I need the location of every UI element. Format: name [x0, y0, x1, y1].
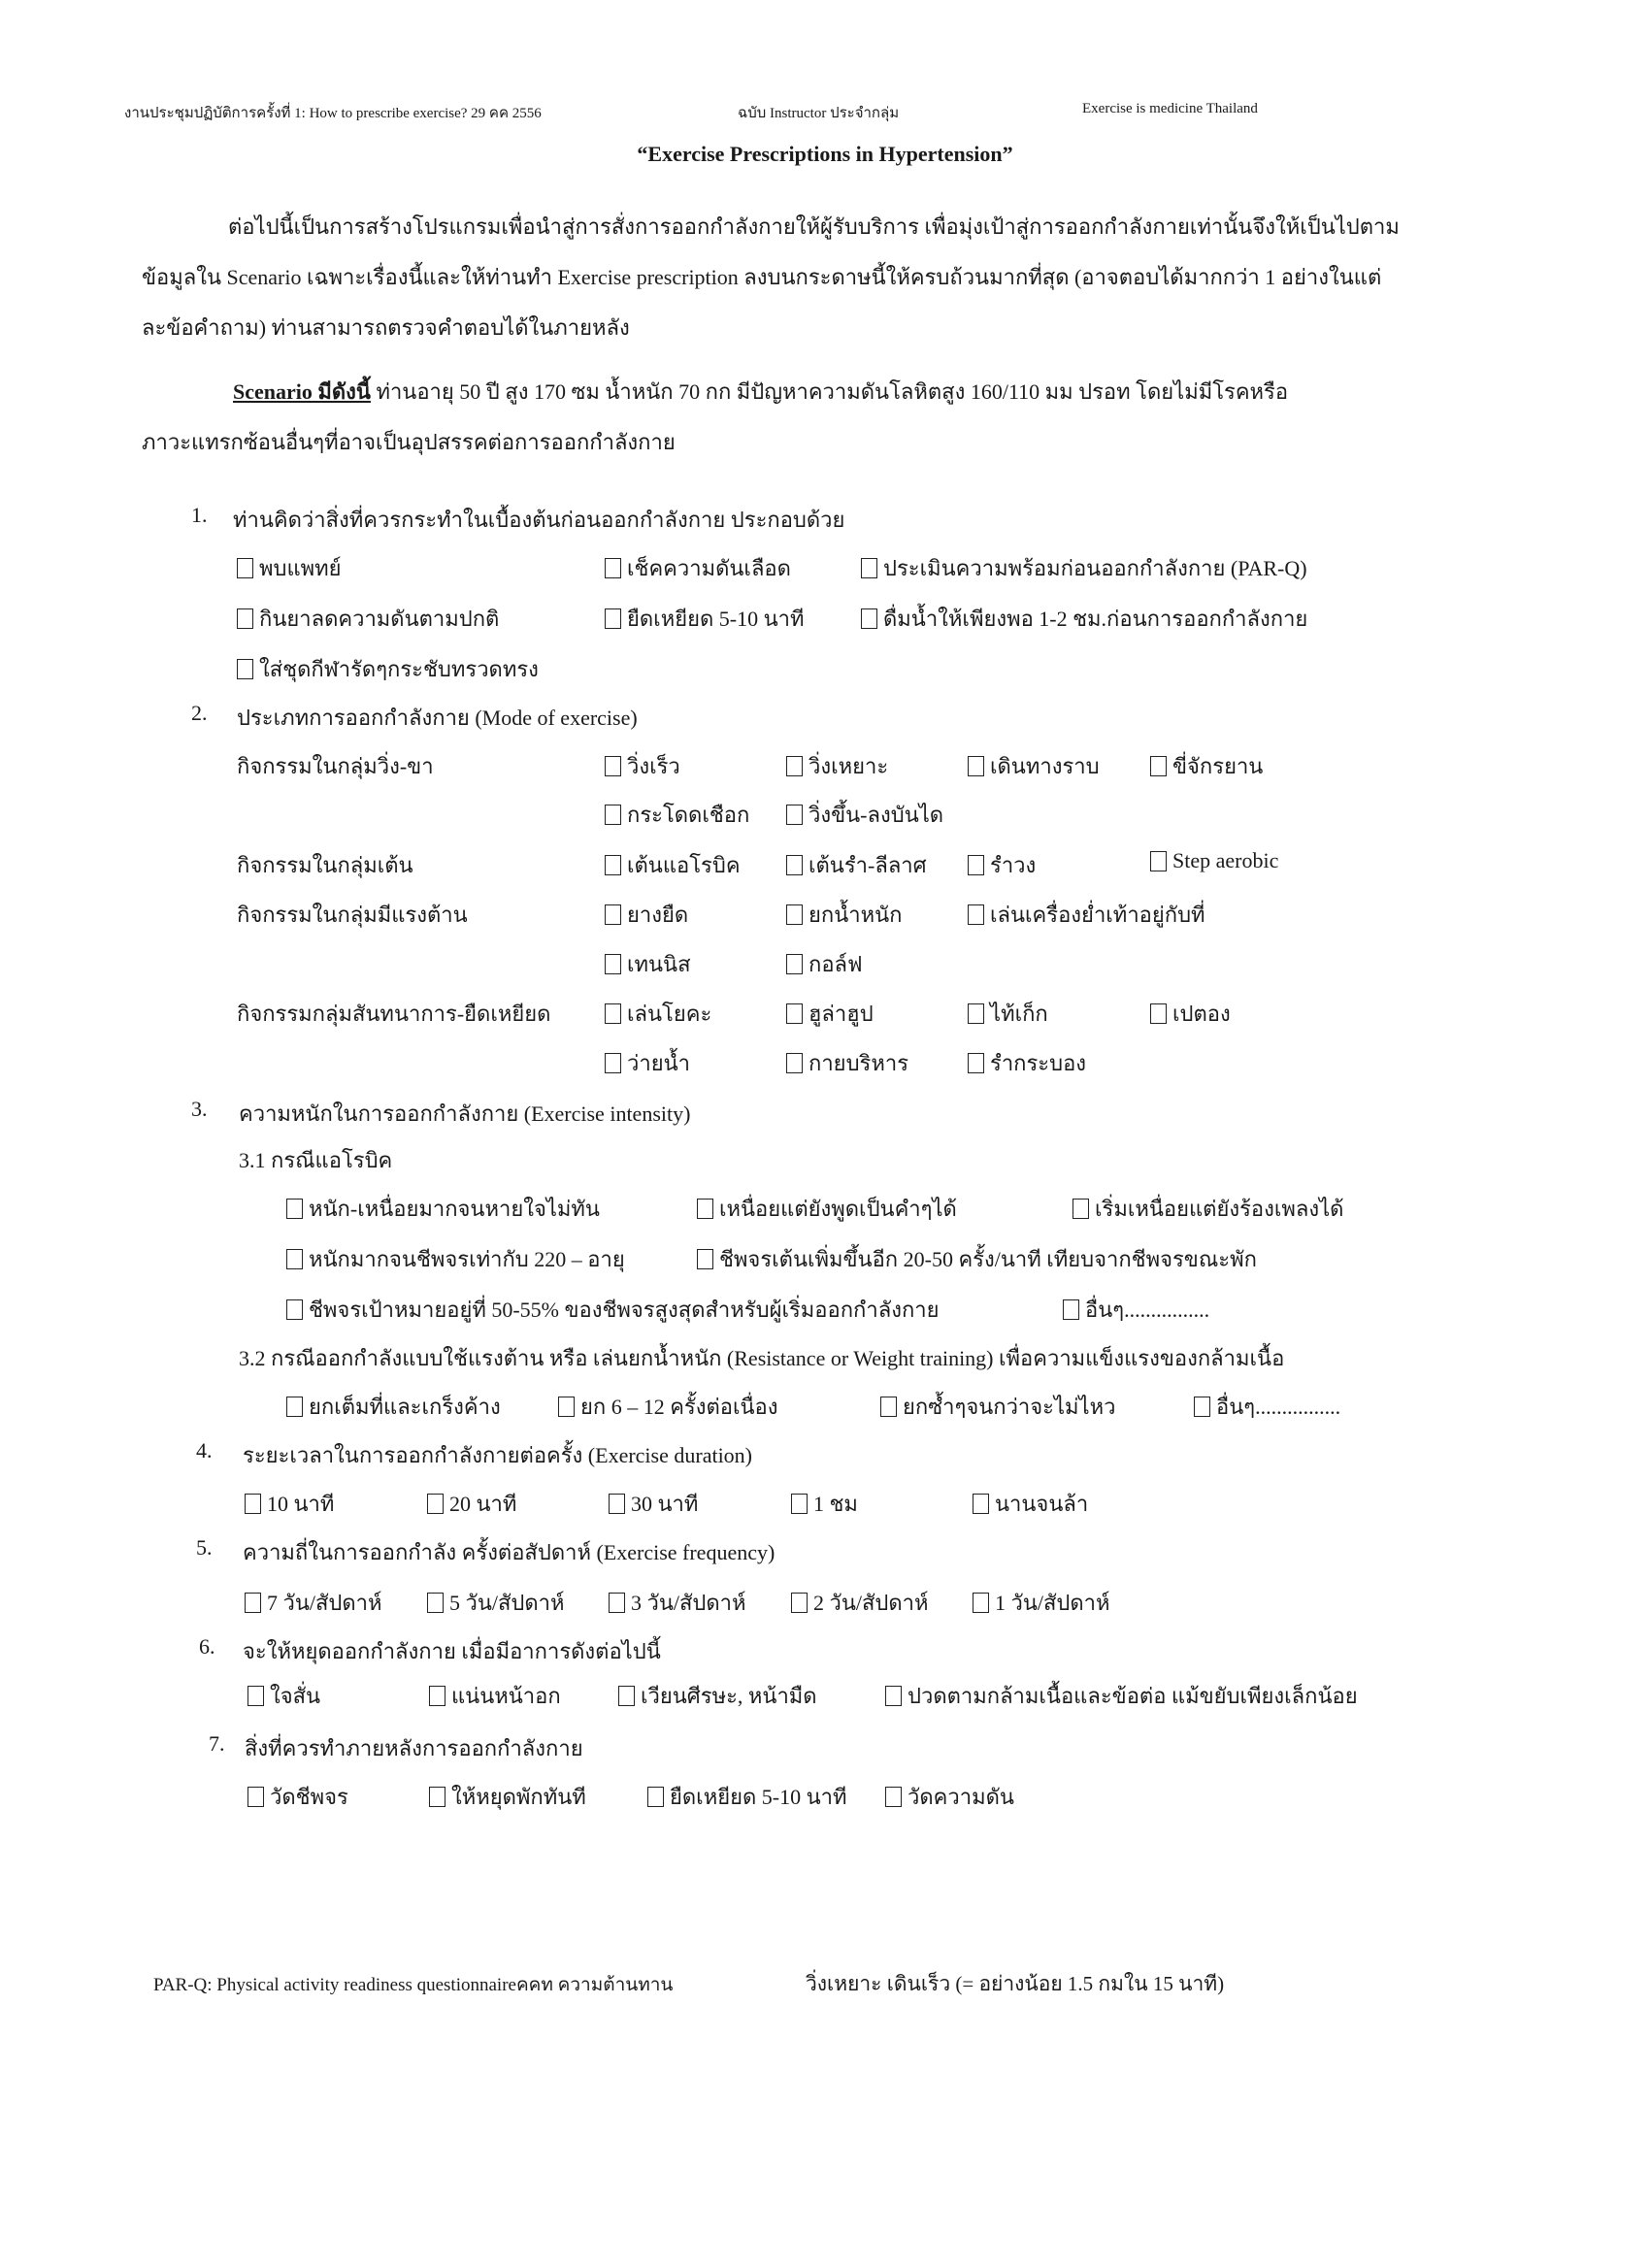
q3-option[interactable]: อื่นๆ................ [1063, 1293, 1209, 1327]
checkbox[interactable] [1150, 851, 1167, 871]
q5-number: 5. [196, 1535, 213, 1560]
q5-text: ความถี่ในการออกกำลัง ครั้งต่อสัปดาห์ (Exercise frequency) [243, 1540, 776, 1564]
q6-text: จะให้หยุดออกกำลังกาย เมื่อมีอาการดังต่อไปนี้ [243, 1639, 661, 1663]
q6-option[interactable]: ปวดตามกล้ามเนื้อและข้อต่อ แม้ขยับเพียงเล็กน้อย [885, 1679, 1358, 1713]
page-title: “Exercise Prescriptions in Hypertension” [637, 142, 1013, 166]
q4-option[interactable]: 10 นาที [245, 1487, 334, 1521]
checkbox[interactable] [1072, 1199, 1089, 1219]
q1-option[interactable]: เช็คความดันเลือด [605, 551, 791, 585]
q2-option[interactable]: ยางยืด [605, 898, 688, 932]
checkbox[interactable] [791, 1494, 808, 1514]
checkbox[interactable] [618, 1686, 635, 1706]
q2-group-label: กิจกรรมในกลุ่มเต้น [237, 853, 413, 877]
q2-option[interactable]: วิ่งเหยาะ [786, 749, 888, 783]
checkbox[interactable] [237, 659, 253, 679]
q2-option[interactable]: กระโดดเชือก [605, 798, 749, 832]
checkbox[interactable] [697, 1249, 713, 1269]
q2-option[interactable]: วิ่งเร็ว [605, 749, 680, 783]
q2-option[interactable]: ฮูล่าฮูป [786, 997, 874, 1031]
checkbox[interactable] [609, 1494, 625, 1514]
q3-option[interactable]: เหนื่อยแต่ยังพูดเป็นคำๆได้ [697, 1192, 957, 1226]
checkbox[interactable] [786, 1003, 803, 1024]
checkbox[interactable] [885, 1686, 902, 1706]
checkbox[interactable] [609, 1593, 625, 1613]
q6-option[interactable]: ใจสั่น [248, 1679, 320, 1713]
q2-option[interactable]: เต้นรำ-ลีลาศ [786, 848, 927, 882]
checkbox[interactable] [968, 756, 984, 776]
footer-note-right: วิ่งเหยาะ เดินเร็ว (= อย่างน้อย 1.5 กมใน 15 นาที) [806, 1972, 1225, 1995]
q2-group-label: กิจกรรมกลุ่มสันทนาการ-ยืดเหยียด [237, 1002, 551, 1026]
q3-sub2-label: 3.2 กรณีออกกำลังแบบใช้แรงต้าน หรือ เล่นยกน้ำหนัก (Resistance or Weight training) เพื่อความแข็งแรงของกล้ามเนื้อ [239, 1346, 1285, 1370]
checkbox[interactable] [605, 608, 621, 629]
checkbox[interactable] [786, 805, 803, 825]
checkbox[interactable] [968, 1053, 984, 1073]
q2-option[interactable]: ยกน้ำหนัก [786, 898, 902, 932]
q1-number: 1. [191, 503, 208, 527]
q2-option[interactable]: ขี่จักรยาน [1150, 749, 1263, 783]
checkbox[interactable] [605, 805, 621, 825]
q3-option[interactable]: ยกเต็มที่และเกร็งค้าง [286, 1390, 501, 1424]
q3-option[interactable]: อื่นๆ................ [1194, 1390, 1340, 1424]
checkbox[interactable] [647, 1787, 664, 1807]
q7-option[interactable]: ให้หยุดพักทันที [429, 1780, 586, 1814]
q2-option[interactable]: เล่นโยคะ [605, 997, 711, 1031]
checkbox[interactable] [245, 1494, 261, 1514]
q5-option[interactable]: 7 วัน/สัปดาห์ [245, 1586, 382, 1620]
checkbox[interactable] [248, 1787, 264, 1807]
scenario-line-2: ภาวะแทรกซ้อนอื่นๆที่อาจเป็นอุปสรรคต่อการออกกำลังกาย [142, 430, 676, 454]
q2-option[interactable]: เปตอง [1150, 997, 1231, 1031]
checkbox[interactable] [245, 1593, 261, 1613]
checkbox[interactable] [973, 1494, 989, 1514]
q2-option[interactable]: เดินทางราบ [968, 749, 1100, 783]
checkbox[interactable] [968, 1003, 984, 1024]
header-left: งานประชุมปฏิบัติการครั้งที่ 1: How to prescribe exercise? 29 คค 2556 [124, 106, 542, 121]
q4-option[interactable]: 20 นาที [427, 1487, 516, 1521]
q7-option[interactable]: ยืดเหยียด 5-10 นาที [647, 1780, 847, 1814]
checkbox[interactable] [605, 1003, 621, 1024]
checkbox[interactable] [786, 904, 803, 925]
intro-line-2: ข้อมูลใน Scenario เฉพาะเรื่องนี้และให้ท่านทำ Exercise prescription ลงบนกระดาษนี้ให้ครบถ้วนมากที่สุด (อาจตอบได้มากกว่า 1 อย่างในแต่ [142, 265, 1382, 289]
q7-number: 7. [209, 1731, 225, 1756]
q1-option[interactable]: ยืดเหยียด 5-10 นาที [605, 602, 805, 636]
checkbox[interactable] [286, 1397, 303, 1417]
intro-line-1: ต่อไปนี้เป็นการสร้างโปรแกรมเพื่อนำสู่การสั่งการออกกำลังกายให้ผู้รับบริการ เพื่อมุ่งเป้าสู่การออกกำลังกายเท่านั้นจึงให้เป็นไปตาม [228, 214, 1400, 239]
q2-group-label: กิจกรรมในกลุ่มมีแรงต้าน [237, 903, 468, 927]
q3-option[interactable]: ยก 6 – 12 ครั้งต่อเนื่อง [558, 1390, 778, 1424]
checkbox[interactable] [861, 608, 877, 629]
q3-option[interactable]: หนัก-เหนื่อยมากจนหายใจไม่ทัน [286, 1192, 600, 1226]
q2-text: ประเภทการออกกำลังกาย (Mode of exercise) [237, 706, 638, 730]
q2-option[interactable]: ไท้เก็ก [968, 997, 1048, 1031]
q2-option[interactable]: กายบริหาร [786, 1046, 908, 1080]
scenario-label: Scenario มีดังนี้ [233, 379, 371, 404]
q6-option[interactable]: แน่นหน้าอก [429, 1679, 561, 1713]
q4-option[interactable]: 1 ชม [791, 1487, 858, 1521]
q3-option[interactable]: หนักมากจนชีพจรเท่ากับ 220 – อายุ [286, 1242, 625, 1276]
q2-option[interactable]: เต้นแอโรบิค [605, 848, 741, 882]
checkbox[interactable] [968, 904, 984, 925]
header-center: ฉบับ Instructor ประจำกลุ่ม [738, 106, 900, 121]
footer-note-left: PAR-Q: Physical activity readiness questionnaireคคท ความต้านทาน [153, 1975, 674, 1995]
q2-option[interactable]: เทนนิส [605, 947, 691, 981]
scenario-line-1 [233, 367, 1288, 417]
q3-option[interactable]: ชีพจรเต้นเพิ่มขึ้นอีก 20-50 ครั้ง/นาที เทียบจากชีพจรขณะพัก [697, 1242, 1257, 1276]
scenario-text: ท่านอายุ 50 ปี สูง 170 ซม น้ำหนัก 70 กก มีปัญหาความดันโลหิตสูง 160/110 มม ปรอท โดยไม่มีโรคหรือ [376, 379, 1289, 404]
q3-sub1-label: 3.1 กรณีแอโรบิค [239, 1148, 393, 1172]
checkbox[interactable] [968, 855, 984, 875]
checkbox[interactable] [605, 904, 621, 925]
q7-option[interactable]: วัดชีพจร [248, 1780, 348, 1814]
checkbox[interactable] [286, 1249, 303, 1269]
q2-option[interactable]: Step aerobic [1150, 848, 1278, 873]
q2-option[interactable]: กอล์ฟ [786, 947, 863, 981]
q4-text: ระยะเวลาในการออกกำลังกายต่อครั้ง (Exercise duration) [243, 1443, 753, 1467]
q6-option[interactable]: เวียนศีรษะ, หน้ามืด [618, 1679, 817, 1713]
checkbox[interactable] [605, 756, 621, 776]
checkbox[interactable] [1150, 1003, 1167, 1024]
checkbox[interactable] [973, 1593, 989, 1613]
q2-group-label: กิจกรรมในกลุ่มวิ่ง-ขา [237, 754, 434, 778]
checkbox[interactable] [286, 1199, 303, 1219]
checkbox[interactable] [786, 855, 803, 875]
checkbox[interactable] [786, 1053, 803, 1073]
q7-text: สิ่งที่ควรทำภายหลังการออกกำลังกาย [245, 1736, 583, 1760]
checkbox[interactable] [605, 954, 621, 974]
q3-number: 3. [191, 1097, 208, 1121]
q5-option[interactable]: 1 วัน/สัปดาห์ [973, 1586, 1110, 1620]
q2-option[interactable]: รำกระบอง [968, 1046, 1086, 1080]
checkbox[interactable] [248, 1686, 264, 1706]
checkbox[interactable] [427, 1494, 444, 1514]
q1-option[interactable]: ประเมินความพร้อมก่อนออกกำลังกาย (PAR-Q) [861, 551, 1307, 585]
checkbox[interactable] [605, 558, 621, 578]
q1-option[interactable]: ดื่มน้ำให้เพียงพอ 1-2 ชม.ก่อนการออกกำลังกาย [861, 602, 1307, 636]
q2-number: 2. [191, 701, 208, 725]
checkbox[interactable] [697, 1199, 713, 1219]
q5-option[interactable]: 2 วัน/สัปดาห์ [791, 1586, 929, 1620]
checkbox[interactable] [429, 1686, 446, 1706]
checkbox[interactable] [791, 1593, 808, 1613]
q2-option[interactable]: รำวง [968, 848, 1036, 882]
checkbox[interactable] [885, 1787, 902, 1807]
checkbox[interactable] [786, 954, 803, 974]
checkbox[interactable] [1194, 1397, 1210, 1417]
checkbox[interactable] [1063, 1299, 1079, 1320]
checkbox[interactable] [558, 1397, 575, 1417]
checkbox[interactable] [861, 558, 877, 578]
checkbox[interactable] [1150, 756, 1167, 776]
checkbox[interactable] [605, 1053, 621, 1073]
q3-option[interactable]: เริ่มเหนื่อยแต่ยังร้องเพลงได้ [1072, 1192, 1343, 1226]
header-right: Exercise is medicine Thailand [1082, 101, 1258, 116]
q4-option[interactable]: 30 นาที [609, 1487, 698, 1521]
checkbox[interactable] [286, 1299, 303, 1320]
checkbox[interactable] [605, 855, 621, 875]
q5-option[interactable]: 3 วัน/สัปดาห์ [609, 1586, 746, 1620]
q3-option[interactable]: ยกซ้ำๆจนกว่าจะไม่ไหว [880, 1390, 1115, 1424]
q3-text: ความหนักในการออกกำลังกาย (Exercise intensity) [239, 1101, 691, 1126]
checkbox[interactable] [429, 1787, 446, 1807]
q4-option[interactable]: นานจนล้า [973, 1487, 1088, 1521]
checkbox[interactable] [237, 558, 253, 578]
q6-number: 6. [199, 1634, 215, 1659]
q5-option[interactable]: 5 วัน/สัปดาห์ [427, 1586, 565, 1620]
q1-option[interactable]: กินยาลดความดันตามปกติ [237, 602, 499, 636]
q2-option[interactable]: ว่ายน้ำ [605, 1046, 690, 1080]
q1-text: ท่านคิดว่าสิ่งที่ควรกระทำในเบื้องต้นก่อนออกกำลังกาย ประกอบด้วย [233, 508, 845, 532]
checkbox[interactable] [880, 1397, 897, 1417]
checkbox[interactable] [427, 1593, 444, 1613]
q2-option[interactable]: วิ่งขึ้น-ลงบันได [786, 798, 943, 832]
q3-option[interactable]: ชีพจรเป้าหมายอยู่ที่ 50-55% ของชีพจรสูงสุดสำหรับผู้เริ่มออกกำลังกาย [286, 1293, 940, 1327]
q4-number: 4. [196, 1438, 213, 1463]
q1-option[interactable]: พบแพทย์ [237, 551, 342, 585]
checkbox[interactable] [786, 756, 803, 776]
q7-option[interactable]: วัดความดัน [885, 1780, 1014, 1814]
q2-option[interactable]: เล่นเครื่องย่ำเท้าอยู่กับที่ [968, 898, 1205, 932]
checkbox[interactable] [237, 608, 253, 629]
intro-line-3: ละข้อคำถาม) ท่านสามารถตรวจคำตอบได้ในภายหลัง [142, 315, 630, 340]
q1-option[interactable]: ใส่ชุดกีฬารัดๆกระชับทรวดทรง [237, 652, 539, 686]
